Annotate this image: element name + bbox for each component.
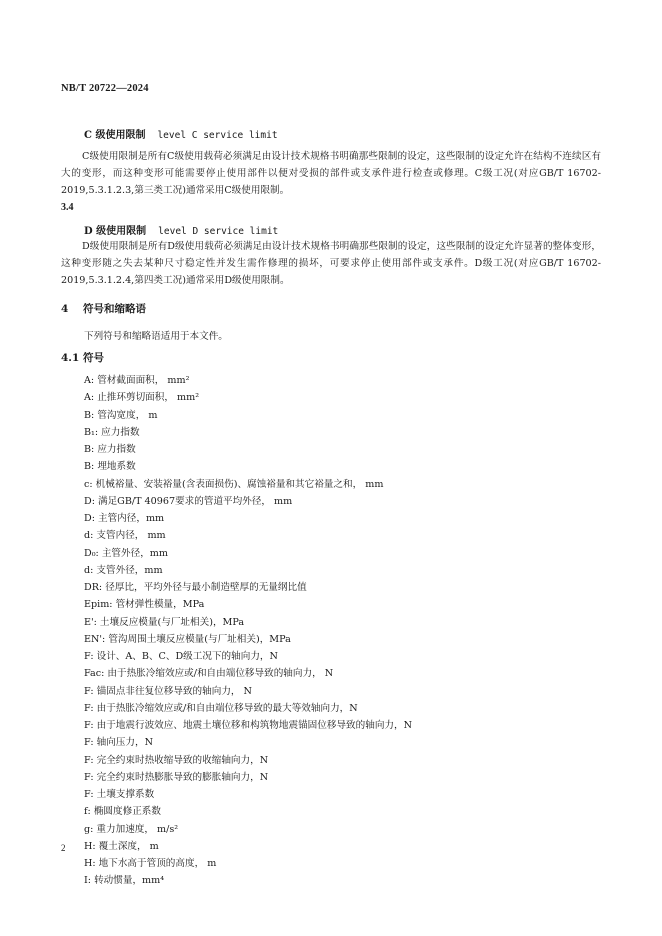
- page-number: 2: [61, 843, 66, 853]
- symbol-item: g: 重力加速度， m/s²: [84, 823, 179, 835]
- section-4-title: 符号和缩略语: [83, 303, 146, 315]
- symbol-item: B: 埋地系数: [84, 461, 136, 473]
- symbol-item: F: 锚固点非往复位移导致的轴向力， N: [84, 685, 252, 697]
- symbol-item: d: 支管内径， mm: [84, 530, 166, 542]
- symbol-item: A: 止推环剪切面积， mm²: [84, 392, 200, 404]
- symbol-item: E': 土壤反应模量(与厂址相关)，MPa: [84, 616, 245, 628]
- symbol-item: D₀: 主管外径，mm: [84, 547, 168, 559]
- term-d-title: [84, 222, 278, 237]
- symbol-item: B: 应力指数: [84, 444, 136, 455]
- section-4-number: 4: [61, 303, 69, 315]
- symbol-item: DR: 径厚比，平均外径与最小制造壁厚的无量纲比值: [84, 582, 307, 593]
- symbol-item: F: 由于地震行波效应、地震土壤位移和构筑物地震锚固位移导致的轴向力，N: [84, 720, 412, 731]
- symbol-item: D: 满足GB/T 40967要求的管道平均外径， mm: [84, 495, 293, 507]
- symbol-item: f: 椭圆度修正系数: [84, 806, 161, 818]
- section-4-1-heading: [61, 350, 104, 365]
- term-c-title-cn: C 级使用限制: [84, 130, 146, 141]
- symbol-item: c: 机械裕量、安装裕量(含表面损伤)、腐蚀裕量和其它裕量之和， mm: [84, 478, 384, 490]
- symbol-item: F: 轴向压力，N: [84, 737, 153, 749]
- section-4-1-title: 符号: [83, 352, 104, 364]
- term-d-title-cn: D 级使用限制: [84, 226, 147, 237]
- standard-number-header: NB/T 20722—2024: [61, 83, 149, 94]
- section-4-intro: 下列符号和缩略语适用于本文件。: [84, 331, 228, 342]
- symbol-item: I: 转动惯量，mm⁴: [84, 875, 165, 887]
- symbol-item: A: 管材截面面积， mm²: [84, 375, 190, 386]
- term-c-definition: C级使用限制是所有C级使用载荷必须满足由设计技术规格书明确那些限制的设定，这些限制的设定允许在结构不连续区有大的变形，而这种变形可能需要停止使用部件以便对受损的部件或支承件进行检查或修理。C级工况(对应GB/T 16702-2019,5.3.1.2.3,第三类工况)通常采用C级使用限制。: [61, 151, 601, 196]
- symbol-item: F: 由于热胀冷缩效应或/和自由端位移导致的最大等效轴向力，N: [84, 702, 358, 714]
- symbol-list: [84, 372, 604, 890]
- symbol-item: H: 覆土深度， m: [84, 840, 159, 852]
- clause-number-3-4: 3.4: [61, 202, 74, 213]
- term-c-title-en: level C service limit: [157, 130, 278, 141]
- symbol-item: EN': 管沟周围土壤反应模量(与厂址相关)，MPa: [84, 633, 291, 645]
- symbol-item: Fac: 由于热胀冷缩效应或/和自由端位移导致的轴向力， N: [84, 668, 334, 680]
- symbol-item: B: 管沟宽度， m: [84, 409, 158, 421]
- symbol-item: F: 土壤支撑系数: [84, 789, 155, 800]
- term-c-title: [84, 126, 278, 141]
- symbol-item: F: 完全约束时热收缩导致的收缩轴向力，N: [84, 754, 269, 766]
- symbol-item: B₁: 应力指数: [84, 426, 140, 438]
- symbol-item: H: 地下水高于管顶的高度， m: [84, 858, 217, 869]
- symbol-item: D: 主管内径，mm: [84, 513, 165, 524]
- symbol-item: d: 支管外径，mm: [84, 564, 163, 576]
- term-d-definition: D级使用限制是所有D级使用载荷必须满足由设计技术规格书明确那些限制的设定，这些限制的设定允许显著的整体变形，这种变形随之失去某种尺寸稳定性并发生需作修理的损坏，可要求停止使用部件或支承件。D级工况(对应GB/T 16702-2019,5.3.1.2.4,第四类工况)通常采用D级使用限制。: [61, 241, 601, 286]
- section-4-1-number: 4.1: [61, 352, 80, 364]
- term-d-title-en: level D service limit: [158, 226, 279, 237]
- section-4-heading: [61, 301, 146, 316]
- symbol-item: F: 设计、A、B、C、D级工况下的轴向力，N: [84, 651, 278, 662]
- symbol-item: Epim: 管材弹性模量，MPa: [84, 599, 205, 611]
- symbol-item: F: 完全约束时热膨胀导致的膨胀轴向力，N: [84, 771, 269, 783]
